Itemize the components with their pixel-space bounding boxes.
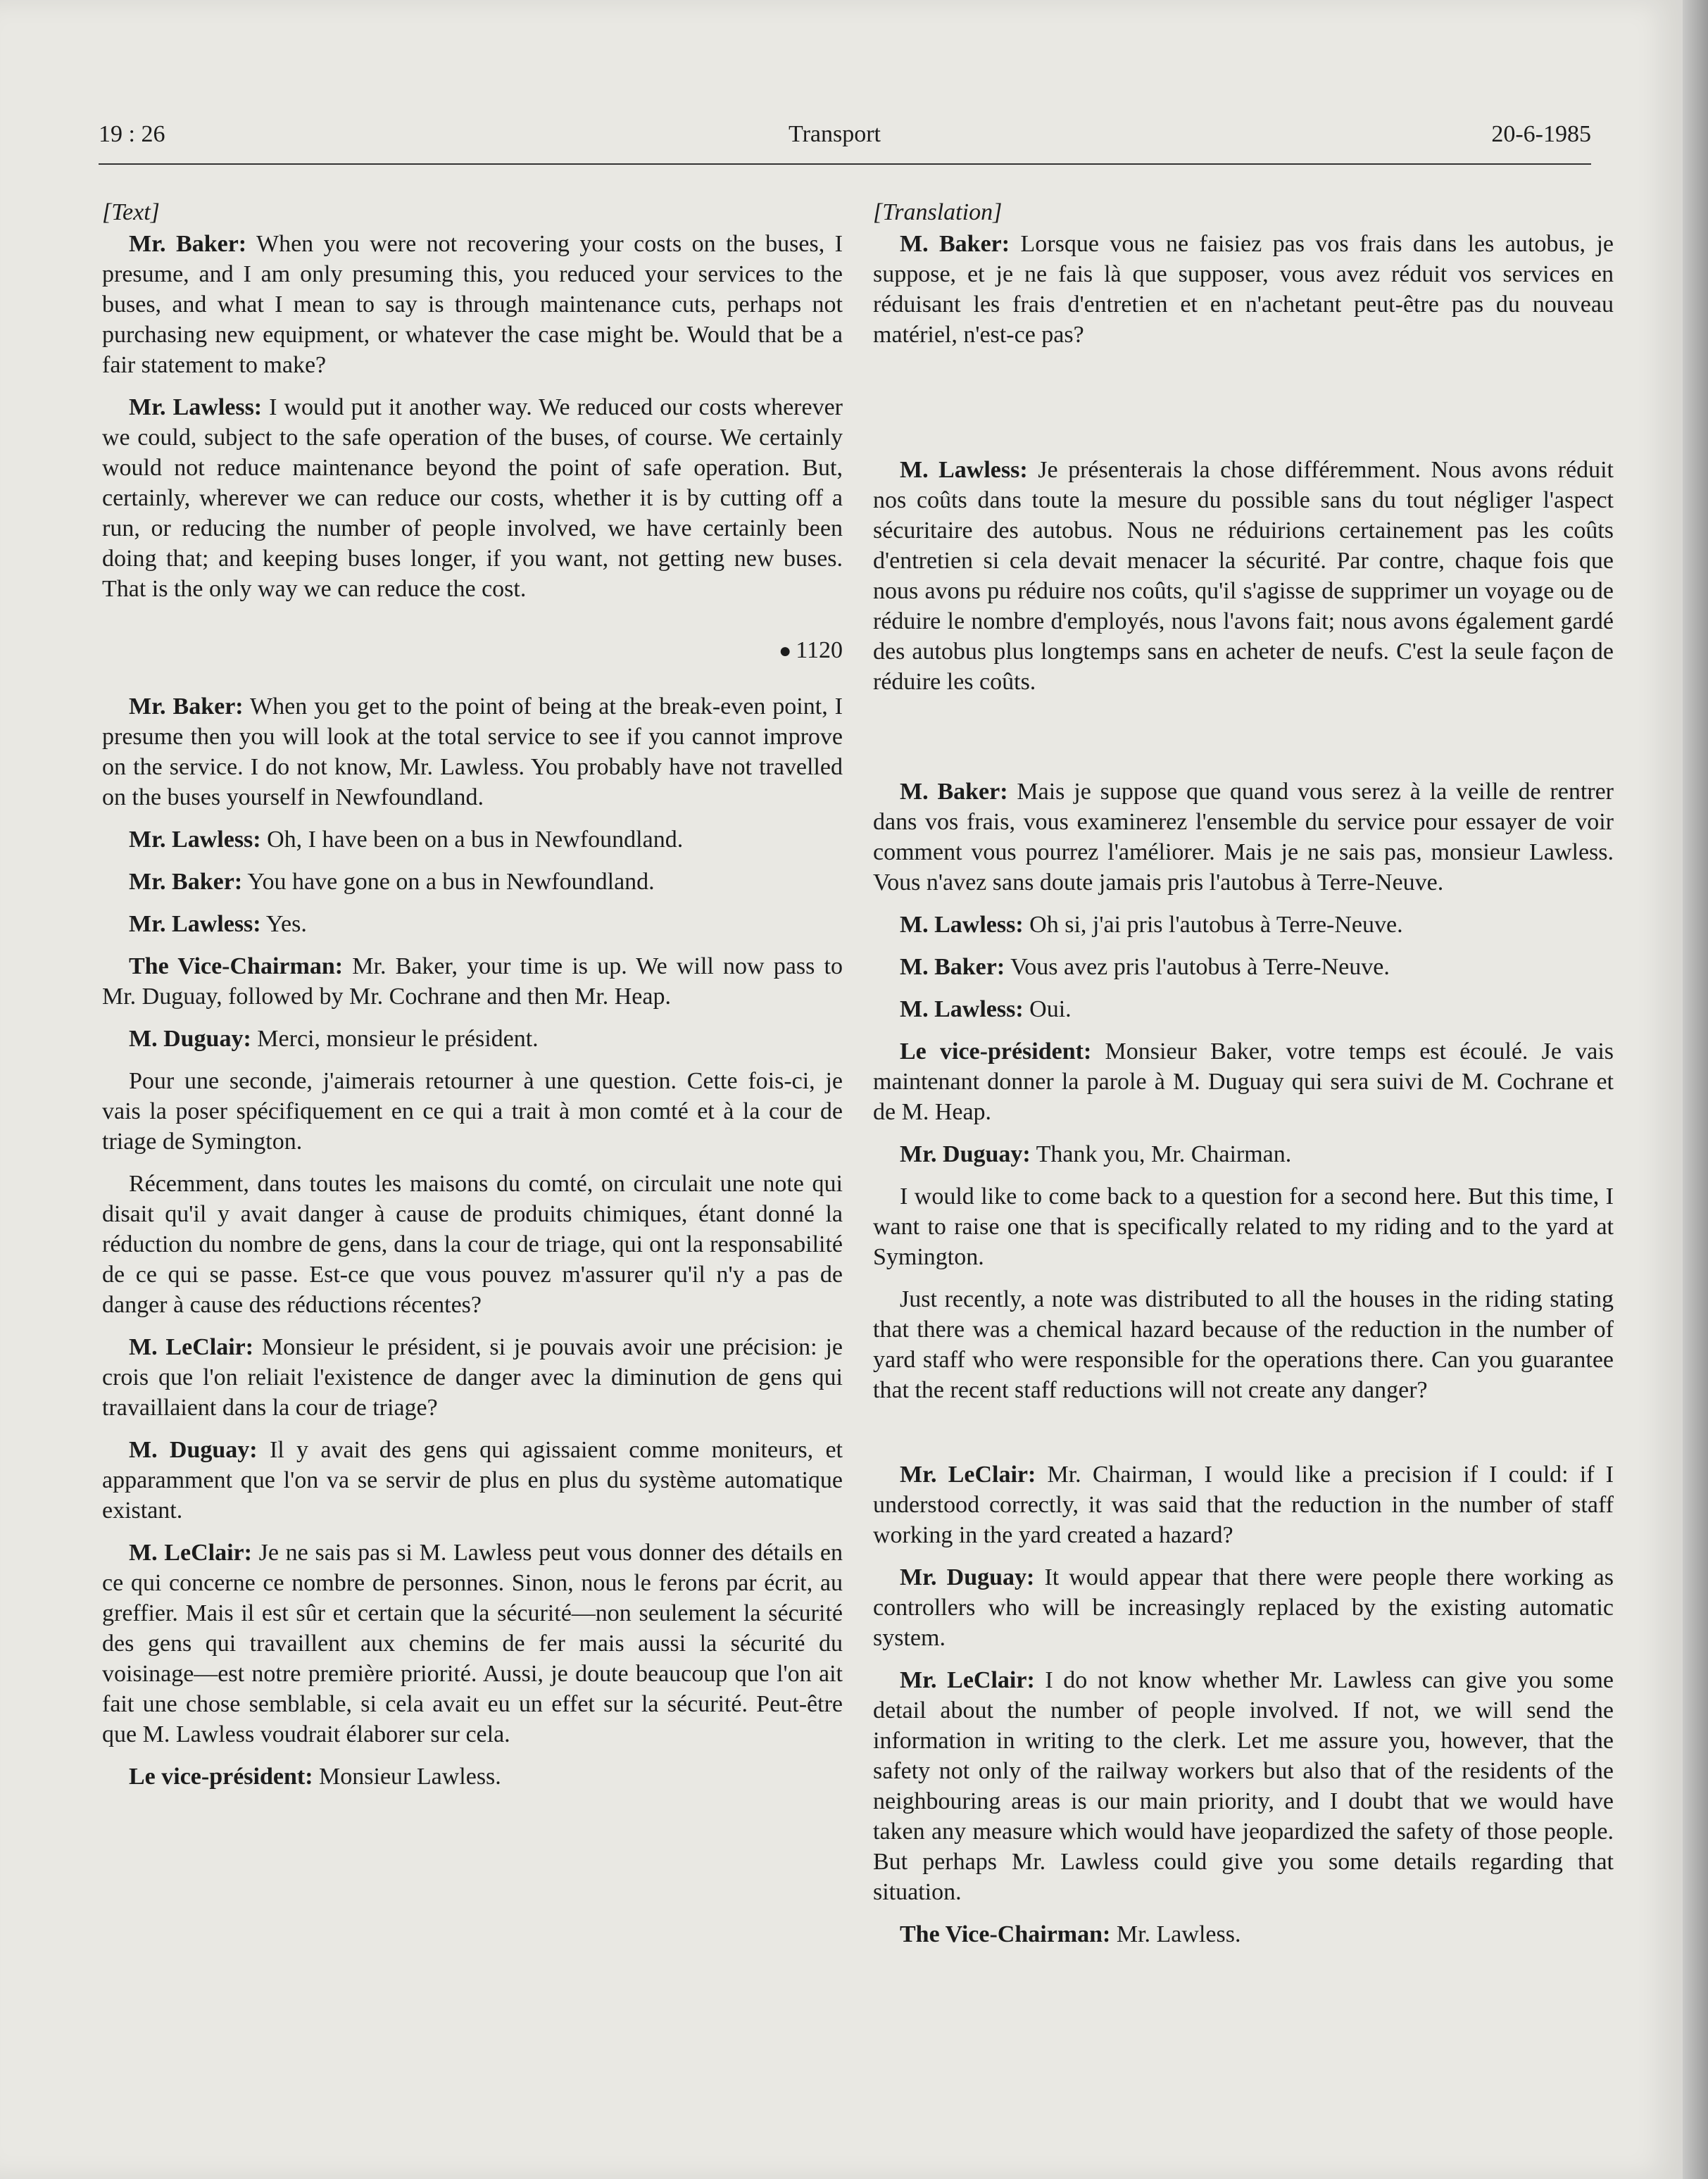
speaker-name: Le vice-président: — [900, 1038, 1092, 1065]
transcript-paragraph — [873, 1459, 1614, 1550]
speaker-name: M. Lawless: — [900, 457, 1028, 483]
speech-text: I would like to come back to a question for a second here. But this time, I want to raise one that is specifically related to my riding and to the yard at Symington. — [873, 1183, 1614, 1270]
time-marker-value: 1120 — [796, 637, 843, 663]
speech-text: Oh si, j'ai pris l'autobus à Terre-Neuve. — [1029, 912, 1403, 938]
transcript-paragraph — [102, 867, 843, 897]
transcript-paragraph — [873, 777, 1614, 898]
transcript-paragraph — [102, 1169, 843, 1320]
speech-text: Monsieur le président, si je pouvais avoir une précision: je crois que l'on reliait l'existence de danger avec la diminution de gens qui travaillaient dans la cour de triage? — [102, 1334, 843, 1421]
transcript-paragraph — [873, 1036, 1614, 1127]
transcript-paragraph — [873, 1919, 1614, 1949]
speaker-name: M. LeClair: — [129, 1334, 254, 1360]
speaker-name: Mr. Lawless: — [129, 827, 261, 853]
speech-text: Mr. Chairman, I would like a precision if I could: if I understood correctly, it was said that the reduction in the number of staff working in the yard created a hazard? — [873, 1462, 1614, 1548]
speech-text: Je ne sais pas si M. Lawless peut vous donner des détails en ce qui concerne ce nombre de personnes. Sinon, nous le ferons par écrit, au greffier. Mais il est sûr et certain que la sécurité—non seulement la sécurité des gens qui travaillent aux chemins de fer mais aussi la sécurité du voisinage—est notre première priorité. Aussi, je doute beaucoup que l'on ait fait une chose semblable, si cela avait eu un effet sur la sécurité. Peut-être que M. Lawless voudrait élaborer sur cela. — [102, 1540, 843, 1747]
speech-text: Lorsque vous ne faisiez pas vos frais dans les autobus, je suppose, et je ne fais là que supposer, vous avez réduit vos services en réduisant les frais d'entretien et en n'achetant peut-être pas du nouveau matériel, n'est-ce pas? — [873, 231, 1614, 348]
speaker-name: Mr. Lawless: — [129, 911, 261, 937]
transcript-paragraph — [873, 952, 1614, 982]
speech-text: Vous avez pris l'autobus à Terre-Neuve. — [1010, 954, 1390, 980]
speech-text: It would appear that there were people there working as controllers who will be increasingly replaced by the existing automatic system. — [873, 1564, 1614, 1651]
transcript-paragraph — [102, 824, 843, 855]
speech-text: Thank you, Mr. Chairman. — [1036, 1141, 1292, 1167]
speaker-name: M. Duguay: — [129, 1437, 258, 1463]
speaker-name: M. Lawless: — [900, 912, 1024, 938]
speech-text: I would put it another way. We reduced our costs wherever we could, subject to the safe operation of the buses, of course. We certainly would not reduce maintenance beyond the point of safe operation. But, certainly, wherever we can reduce our costs, whether it is by cutting off a run, or reducing the number of people involved, we have certainly been doing that; and keeping buses longer, if you want, not getting new buses. That is the only way we can reduce the cost. — [102, 394, 843, 602]
transcript-paragraph — [102, 1538, 843, 1750]
speaker-name: Mr. LeClair: — [900, 1462, 1036, 1488]
transcript-paragraph — [102, 1435, 843, 1526]
transcript-paragraph — [873, 994, 1614, 1024]
transcript-paragraph — [873, 910, 1614, 940]
speaker-name: M. LeClair: — [129, 1540, 252, 1566]
right-column — [873, 197, 1614, 1961]
transcript-paragraph — [873, 455, 1614, 697]
speech-text: When you get to the point of being at the break-even point, I presume then you will look at the total service to see if you cannot improve on the service. I do not know, Mr. Lawless. You probably have not travelled on the buses yourself in Newfoundland. — [102, 693, 843, 810]
speech-text: Merci, monsieur le président. — [257, 1026, 539, 1052]
transcript-paragraph — [102, 951, 843, 1012]
page-header — [99, 121, 1591, 163]
speech-text: Monsieur Baker, votre temps est écoulé. Je vais maintenant donner la parole à M. Duguay qui sera suivi de M. Cochrane et de M. Heap. — [873, 1038, 1614, 1125]
left-column — [102, 197, 843, 1804]
page-date: 20-6-1985 — [1491, 121, 1591, 147]
transcript-paragraph — [873, 1139, 1614, 1169]
speaker-name: Mr. Baker: — [129, 693, 244, 720]
speech-text: Il y avait des gens qui agissaient comme moniteurs, et apparamment que l'on va se servir de plus en plus du système automatique existant. — [102, 1437, 843, 1524]
speaker-name: M. Lawless: — [900, 996, 1024, 1022]
speech-text: I do not know whether Mr. Lawless can give you some detail about the number of people involved. If not, we will send the information in writing to the clerk. Let me assure you, however, that the safety not only of the railway workers but also that of the residents of the neighbouring areas is our main priority, and I doubt that we would have taken any measure which would have jeopardized the safety of those people. But perhaps Mr. Lawless could give you some details regarding that situation. — [873, 1667, 1614, 1905]
time-marker — [102, 635, 843, 666]
transcript-paragraph — [873, 1181, 1614, 1272]
section-tag-label: Translation — [882, 199, 993, 225]
speaker-name: M. Baker: — [900, 779, 1008, 805]
running-title: Transport — [789, 121, 881, 147]
transcript-paragraph — [873, 1284, 1614, 1405]
speech-text: Just recently, a note was distributed to all the houses in the riding stating that there was a chemical hazard because of the reduction in the number of yard staff who were responsible for the operations there. Can you guarantee that the recent staff reductions will not create any danger? — [873, 1286, 1614, 1403]
speaker-name: Le vice-président: — [129, 1764, 313, 1790]
bullet-icon: ● — [779, 639, 792, 663]
transcript-paragraph — [102, 1762, 843, 1792]
speaker-name: Mr. Duguay: — [900, 1564, 1035, 1590]
transcript-paragraph — [102, 1066, 843, 1157]
header-rule — [99, 163, 1591, 165]
transcript-paragraph — [102, 1024, 843, 1054]
speaker-name: Mr. Baker: — [129, 869, 243, 895]
speaker-name: M. Baker: — [900, 954, 1005, 980]
page-number: 19 : 26 — [99, 121, 165, 147]
speaker-name: Mr. LeClair: — [900, 1667, 1035, 1693]
section-tag-translation: [Translation] — [873, 199, 1003, 225]
page-edge — [1683, 0, 1708, 2179]
section-tag-text: [Text] — [102, 199, 160, 225]
speaker-name: Mr. Lawless: — [129, 394, 263, 420]
transcript-paragraph — [873, 1562, 1614, 1653]
speech-text: Mr. Baker, your time is up. We will now pass to Mr. Duguay, followed by Mr. Cochrane and then Mr. Heap. — [102, 953, 843, 1010]
transcript-paragraph — [102, 392, 843, 604]
speech-text: Monsieur Lawless. — [319, 1764, 501, 1790]
speech-text: Mais je suppose que quand vous serez à la veille de rentrer dans vos frais, vous examinerez l'ensemble du service pour essayer de voir comment vous pourrez l'améliorer. Mais je ne sais pas, monsieur Lawless. Vous n'avez sans doute jamais pris l'autobus à Terre-Neuve. — [873, 779, 1614, 896]
speech-text: Oh, I have been on a bus in Newfoundland. — [267, 827, 684, 853]
transcript-paragraph — [102, 691, 843, 812]
transcript-paragraph — [102, 909, 843, 939]
speaker-name: The Vice-Chairman: — [900, 1921, 1111, 1947]
speech-text: Récemment, dans toutes les maisons du comté, on circulait une note qui disait qu'il y avait danger à cause de produits chimiques, étant donné la réduction du nombre de gens, dans la cour de triage, qui ont la responsabilité de ce qui se passe. Est-ce que vous pouvez m'assurer qu'il n'y a pas de danger à cause des réductions récentes? — [102, 1171, 843, 1318]
speech-text: You have gone on a bus in Newfoundland. — [247, 869, 655, 895]
transcript-paragraph — [873, 229, 1614, 350]
transcript-paragraph — [102, 1332, 843, 1423]
speech-text: Je présenterais la chose différemment. Nous avons réduit nos coûts dans toute la mesure du possible sans du tout négliger l'aspect sécuritaire des autobus. Nous ne réduirions certainement pas les coûts d'entretien si cela devait menacer la sécurité. Par contre, chaque fois que nous avons pu réduire nos coûts, qu'il s'agisse de supprimer un voyage ou de réduire le nombre d'employés, nous l'avons fait; nous avons également gardé des autobus plus longtemps sans en acheter de neufs. C'est la seule façon de réduire les coûts. — [873, 457, 1614, 695]
speech-text: Pour une seconde, j'aimerais retourner à une question. Cette fois-ci, je vais la poser spécifiquement en ce qui a trait à mon comté et à la cour de triage de Symington. — [102, 1068, 843, 1155]
speaker-name: M. Duguay: — [129, 1026, 251, 1052]
speech-text: Mr. Lawless. — [1116, 1921, 1241, 1947]
speaker-name: M. Baker: — [900, 231, 1010, 257]
transcript-paragraph — [102, 229, 843, 380]
speech-text: Oui. — [1029, 996, 1072, 1022]
speech-text: When you were not recovering your costs on the buses, I presume, and I am only presuming this, you reduced your services to the buses, and what I mean to say is through maintenance cuts, perhaps not purchasing new equipment, or whatever the case might be. Would that be a fair statement to make? — [102, 231, 843, 378]
speaker-name: Mr. Duguay: — [900, 1141, 1031, 1167]
transcript-paragraph — [873, 1665, 1614, 1907]
section-tag-label: Text — [111, 199, 151, 225]
speech-text: Yes. — [265, 911, 307, 937]
speaker-name: The Vice-Chairman: — [129, 953, 344, 979]
speaker-name: Mr. Baker: — [129, 231, 247, 257]
